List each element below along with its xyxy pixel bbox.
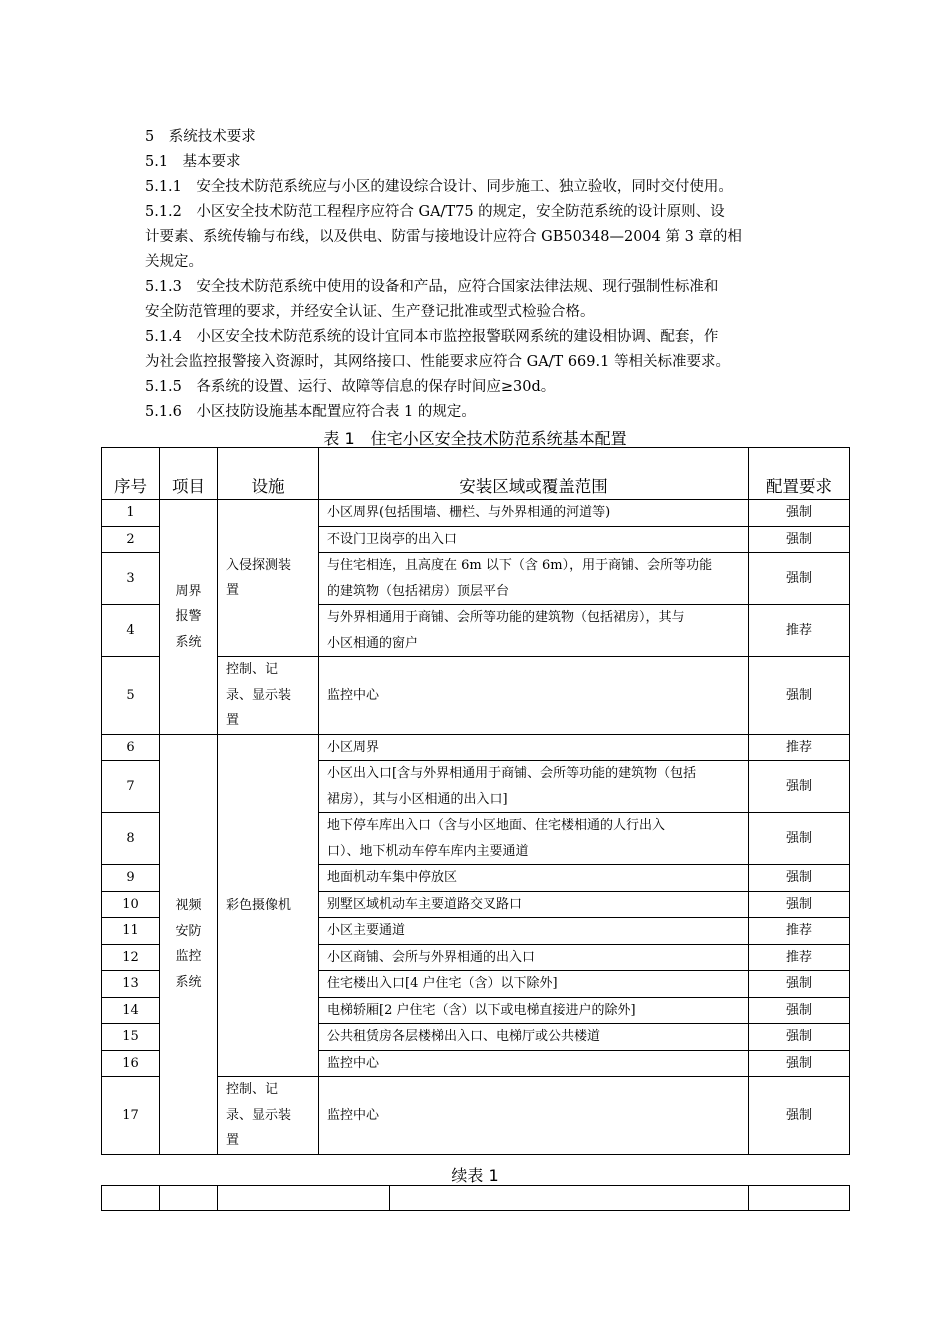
area-cell: 地面机动车集中停放区 — [319, 865, 749, 892]
row-no: 14 — [102, 997, 160, 1024]
area-cell: 小区商铺、会所与外界相通的出入口 — [319, 944, 749, 971]
requirement-cell: 推荐 — [749, 918, 850, 945]
facility-cell: 彩色摄像机 — [218, 734, 319, 1077]
area-cell: 监控中心 — [319, 1077, 749, 1155]
table-row — [102, 734, 850, 761]
requirement-cell: 强制 — [749, 657, 850, 735]
continued-table — [101, 1185, 850, 1211]
table-caption: 表 1 住宅小区安全技术防范系统基本配置 — [323, 429, 627, 448]
requirement-cell: 强制 — [749, 997, 850, 1024]
clause-5-1-3-line1: 5.1.3 安全技术防范系统中使用的设备和产品，应符合国家法律法规、现行强制性标准和 — [145, 279, 719, 295]
requirement-cell: 强制 — [749, 891, 850, 918]
area-cell: 小区主要通道 — [319, 918, 749, 945]
requirement-cell: 强制 — [749, 553, 850, 605]
empty-cell — [749, 1186, 850, 1211]
row-no: 9 — [102, 865, 160, 892]
requirement-cell: 推荐 — [749, 944, 850, 971]
project-cell: 视频 安防 监控 系统 — [160, 734, 218, 1154]
header-facility: 设施 — [218, 448, 319, 500]
empty-cell — [102, 1186, 160, 1211]
area-cell: 小区出入口[含与外界相通用于商铺、会所等功能的建筑物（包括 裙房），其与小区相通的出入口] — [319, 761, 749, 813]
clause-5-1-2-line2: 计要素、系统传输与布线，以及供电、防雷与接地设计应符合 GB50348—2004 第 3 章的相 — [145, 229, 742, 245]
row-no: 1 — [102, 500, 160, 527]
clause-5-1-1: 5.1.1 安全技术防范系统应与小区的建设综合设计、同步施工、独立验收，同时交付使用。 — [145, 179, 733, 195]
requirement-cell: 强制 — [749, 526, 850, 553]
area-cell: 与外界相通用于商铺、会所等功能的建筑物（包括裙房），其与 小区相通的窗户 — [319, 605, 749, 657]
row-no: 2 — [102, 526, 160, 553]
subsection-heading: 5.1 基本要求 — [145, 154, 241, 170]
section-heading: 5 系统技术要求 — [145, 129, 256, 145]
area-cell: 住宅楼出入口[4 户住宅（含）以下除外] — [319, 971, 749, 998]
header-requirement: 配置要求 — [749, 448, 850, 500]
area-cell: 小区周界(包括围墙、栅栏、与外界相通的河道等) — [319, 500, 749, 527]
area-cell: 小区周界 — [319, 734, 749, 761]
row-no: 13 — [102, 971, 160, 998]
requirement-cell: 强制 — [749, 761, 850, 813]
requirement-cell: 推荐 — [749, 734, 850, 761]
area-cell: 公共租赁房各层楼梯出入口、电梯厅或公共楼道 — [319, 1024, 749, 1051]
requirement-cell: 强制 — [749, 813, 850, 865]
row-no: 15 — [102, 1024, 160, 1051]
header-no: 序号 — [102, 448, 160, 500]
row-no: 6 — [102, 734, 160, 761]
empty-cell — [218, 1186, 390, 1211]
area-cell: 电梯轿厢[2 户住宅（含）以下或电梯直接进户的除外] — [319, 997, 749, 1024]
continued-table-caption: 续表 1 — [451, 1166, 499, 1185]
requirement-cell: 强制 — [749, 865, 850, 892]
clause-5-1-4-line2: 为社会监控报警接入资源时，其网络接口、性能要求应符合 GA/T 669.1 等相关标准要求。 — [145, 354, 730, 370]
clause-5-1-2-line3: 关规定。 — [145, 254, 203, 270]
row-no: 10 — [102, 891, 160, 918]
clause-5-1-6: 5.1.6 小区技防设施基本配置应符合表 1 的规定。 — [145, 404, 476, 420]
header-project: 项目 — [160, 448, 218, 500]
area-cell: 别墅区域机动车主要道路交叉路口 — [319, 891, 749, 918]
clause-5-1-4-line1: 5.1.4 小区安全技术防范系统的设计宜同本市监控报警联网系统的建设相协调、配套，作 — [145, 329, 719, 345]
row-no: 3 — [102, 553, 160, 605]
row-no: 8 — [102, 813, 160, 865]
clause-5-1-3-line2: 安全防范管理的要求，并经安全认证、生产登记批准或型式检验合格。 — [145, 304, 595, 320]
config-table — [101, 447, 850, 1155]
header-area: 安装区域或覆盖范围 — [319, 448, 749, 500]
table-row — [102, 1186, 850, 1211]
facility-cell: 控制、记 录、显示装 置 — [218, 657, 319, 735]
table-row — [102, 500, 850, 527]
row-no: 11 — [102, 918, 160, 945]
area-cell: 地下停车库出入口（含与小区地面、住宅楼相通的人行出入 口）、地下机动车停车库内主要通道 — [319, 813, 749, 865]
facility-cell: 控制、记 录、显示装 置 — [218, 1077, 319, 1155]
requirement-cell: 强制 — [749, 1077, 850, 1155]
row-no: 7 — [102, 761, 160, 813]
area-cell: 不设门卫岗亭的出入口 — [319, 526, 749, 553]
area-cell: 与住宅相连，且高度在 6m 以下（含 6m），用于商铺、会所等功能 的建筑物（包括裙房）顶层平台 — [319, 553, 749, 605]
row-no: 17 — [102, 1077, 160, 1155]
clause-5-1-5: 5.1.5 各系统的设置、运行、故障等信息的保存时间应≥30d。 — [145, 379, 556, 395]
row-no: 12 — [102, 944, 160, 971]
empty-cell — [160, 1186, 218, 1211]
requirement-cell: 强制 — [749, 1024, 850, 1051]
requirement-cell: 推荐 — [749, 605, 850, 657]
requirement-cell: 强制 — [749, 1050, 850, 1077]
row-no: 16 — [102, 1050, 160, 1077]
area-cell: 监控中心 — [319, 1050, 749, 1077]
empty-cell — [390, 1186, 749, 1211]
requirement-cell: 强制 — [749, 500, 850, 527]
requirement-cell: 强制 — [749, 971, 850, 998]
clause-5-1-2-line1: 5.1.2 小区安全技术防范工程程序应符合 GA/T75 的规定，安全防范系统的设计原则、设 — [145, 204, 725, 220]
project-cell: 周界 报警 系统 — [160, 500, 218, 735]
facility-cell: 入侵探测装 置 — [218, 500, 319, 657]
table-header-row — [102, 448, 850, 500]
area-cell: 监控中心 — [319, 657, 749, 735]
row-no: 5 — [102, 657, 160, 735]
row-no: 4 — [102, 605, 160, 657]
